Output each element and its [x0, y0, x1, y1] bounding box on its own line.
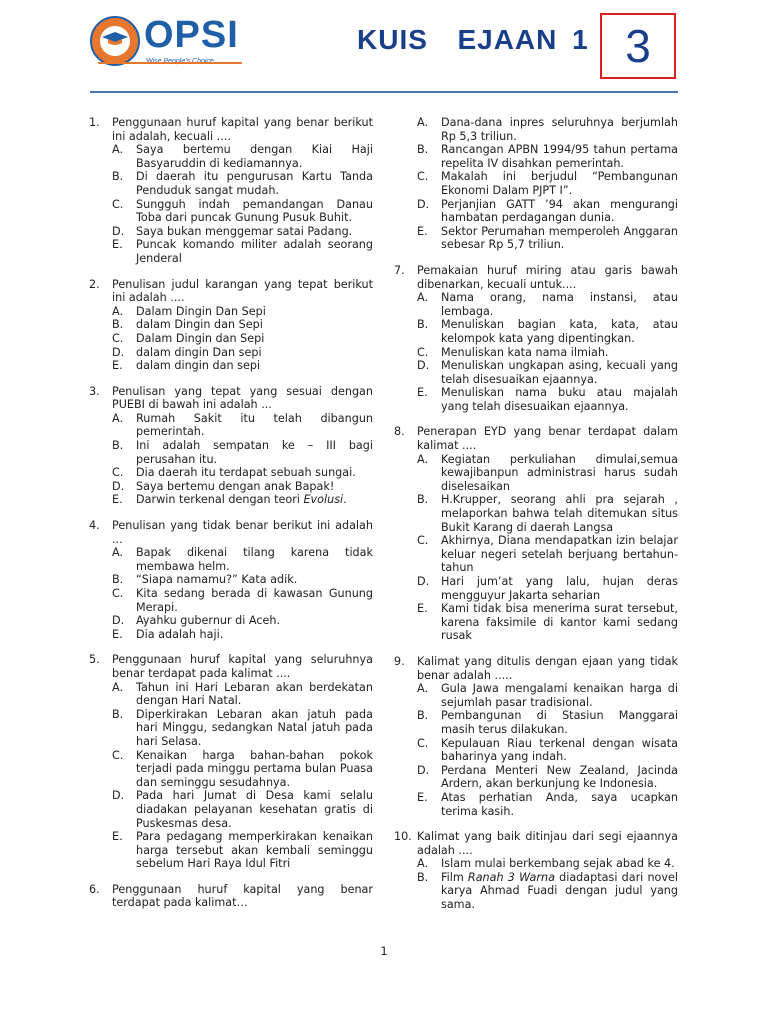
option-letter: C. [417, 534, 429, 548]
answer-option [417, 291, 678, 318]
graduation-cap-icon [102, 32, 128, 46]
option-text [441, 346, 678, 360]
question-8-options [417, 453, 678, 643]
option-text [136, 587, 373, 614]
option-letter: B. [417, 870, 429, 884]
option-letter: B. [112, 318, 124, 332]
option-text [441, 534, 678, 575]
option-text-main: Dia adalah haji. [136, 627, 224, 641]
option-text [136, 225, 373, 239]
option-letter: E. [417, 790, 428, 804]
option-text-main: Gula Jawa mengalami kenaikan harga di sejumlah pasar tradisional. [441, 682, 678, 709]
question-body [417, 830, 678, 912]
option-text [441, 709, 678, 736]
option-text [441, 318, 678, 345]
question-body [112, 519, 373, 641]
question-body [112, 278, 373, 373]
page-header [0, 0, 768, 100]
answer-option [417, 857, 678, 871]
answer-option [417, 575, 678, 602]
option-text-main: Para pedagang memperkirakan kenaikan harga tersebut akan kembali seminggu sebelum Hari Raya Idul Fitri [136, 830, 373, 871]
logo-underline [98, 62, 242, 64]
option-text-after: diadaptasi dari novel karya Ahmad Fuadi dengan judul yang sama. [441, 870, 679, 912]
option-text-main: Rumah Sakit itu telah dibangun pemerintah. [136, 411, 373, 439]
question-4 [89, 519, 373, 641]
option-text-main: Hari jum’at yang lalu, hujan deras mengguyur Jakarta seharian [441, 575, 678, 602]
option-text [441, 359, 678, 386]
option-text-main: dalam Dingin dan Sepi [136, 318, 263, 332]
question-1-options [112, 143, 373, 265]
answer-option [112, 614, 373, 628]
page-number: 1 [380, 944, 388, 958]
option-letter: D. [112, 479, 125, 493]
option-text-main: Dia daerah itu terdapat sebuah sungai. [136, 466, 356, 480]
answer-option [112, 628, 373, 642]
option-letter: A. [112, 411, 124, 425]
option-text-main: Kegiatan perkuliahan dimulai,semua kewajibanpun administrasi harus sudah diselesaikan [441, 452, 678, 493]
option-text [136, 749, 373, 790]
option-letter: B. [417, 143, 429, 157]
option-text-main: Makalah ini berjudul “Pembangunan Ekonomi Dalam PJPT I”. [441, 170, 678, 197]
option-text [136, 789, 373, 830]
option-text-main: Saya bertemu dengan Kiai Haji Basyaruddin di kediamannya. [136, 143, 373, 170]
option-text [136, 830, 373, 871]
option-text-italic: Ranah 3 Warna [467, 870, 555, 884]
option-text-main: Sektor Perumahan memperoleh Anggaran sebesar Rp 5,7 triliun. [441, 224, 678, 252]
question-6-options [417, 116, 678, 252]
question-number: 4. [89, 519, 100, 533]
answer-option [112, 198, 373, 225]
option-letter: C. [112, 748, 124, 762]
option-text [441, 453, 678, 494]
answer-option [417, 493, 678, 534]
option-text-main: Kenaikan harga bahan-bahan pokok terjadi pada minggu pertama bulan Puasa dan seminggu sesudahnya. [136, 748, 373, 789]
option-letter: E. [417, 602, 428, 616]
answer-option [112, 332, 373, 346]
option-letter: D. [112, 224, 125, 238]
option-text [136, 170, 373, 197]
question-text: Penggunaan huruf kapital yang benar berikut ini adalah, kecuali .... [112, 116, 373, 143]
option-text-main: Islam mulai berkembang sejak abad ke 4. [441, 857, 675, 871]
answer-option [417, 359, 678, 386]
option-text [136, 346, 373, 360]
option-text-main: Dalam Dingin Dan Sepi [136, 304, 266, 318]
option-text [441, 682, 678, 709]
option-letter: A. [417, 682, 429, 696]
option-text [136, 614, 373, 628]
option-text-main: H.Krupper, seorang ahli pra sejarah , melaporkan bahwa telah ditemukan situs Bukit Karang di daerah Langsa [441, 493, 678, 534]
option-text-main: dalam dingin dan sepi [136, 359, 261, 373]
option-text-main: Pada hari Jumat di Desa kami selalu diadakan pelayanan kesehatan gratis di Puskesmas desa. [136, 789, 373, 830]
option-text [136, 628, 373, 642]
question-body [112, 653, 373, 871]
right-column [394, 116, 678, 924]
question-text: Penerapan EYD yang benar terdapat dalam kalimat .... [417, 425, 678, 453]
question-7-options [417, 291, 678, 413]
question-8 [394, 425, 678, 643]
option-text-main: Rancangan APBN 1994/95 tahun pertama repelita IV disahkan pemerintah. [441, 143, 678, 170]
option-text [441, 791, 678, 818]
option-text [441, 116, 678, 143]
question-body [112, 883, 373, 910]
option-text-main: Pembangunan di Stasiun Manggarai masih terus dilakukan. [441, 709, 678, 736]
option-text-main: Tahun ini Hari Lebaran akan berdekatan dengan Hari Natal. [136, 680, 373, 708]
option-text-main: Darwin terkenal dengan teori [136, 493, 304, 507]
option-text-main: Kita sedang berada di kawasan Gunung Merapi. [136, 587, 373, 614]
quiz-number-box: 3 [600, 13, 676, 79]
option-text [441, 871, 678, 912]
option-text-main: Menuliskan ungkapan asing, kecuali yang telah disesuaikan ejaannya. [441, 359, 678, 386]
option-letter: C. [417, 170, 429, 184]
option-letter: E. [417, 224, 428, 238]
option-letter: B. [112, 707, 124, 721]
answer-option [112, 681, 373, 708]
option-letter: C. [112, 587, 124, 600]
question-text: Pemakaian huruf miring atau garis bawah dibenarkan, kecuali untuk.... [417, 263, 678, 291]
option-text [441, 764, 678, 791]
option-text [136, 493, 373, 507]
option-text-main: Perdana Menteri New Zealand, Jacinda Ardern, akan berkunjung ke Indonesia. [441, 763, 678, 791]
question-2-options [112, 305, 373, 373]
question-number: 7. [394, 263, 405, 277]
answer-option [417, 737, 678, 764]
answer-option [112, 789, 373, 830]
option-text-main: Sungguh indah pemandangan Danau Toba dari puncak Gunung Pusuk Buhit. [136, 197, 373, 225]
answer-option [112, 225, 373, 239]
answer-option [112, 480, 373, 494]
question-number: 1. [89, 116, 100, 129]
option-text [136, 332, 373, 346]
option-text [441, 225, 678, 252]
option-text-main: Atas perhatian Anda, saya ucapkan terima kasih. [441, 790, 678, 818]
option-text-main: Ini adalah sempatan ke – III bagi perusahan itu. [136, 439, 373, 466]
option-text [136, 359, 373, 373]
option-letter: C. [112, 466, 124, 480]
answer-option [112, 587, 373, 614]
answer-option [417, 871, 678, 912]
option-letter: A. [112, 304, 124, 318]
answer-option [112, 493, 373, 507]
question-text: Penggunaan huruf kapital yang benar terdapat pada kalimat… [112, 882, 373, 910]
answer-option [417, 116, 678, 143]
option-text [136, 412, 373, 439]
option-text [136, 238, 373, 265]
option-letter: D. [417, 575, 430, 588]
answer-option [112, 346, 373, 360]
option-letter: D. [417, 359, 430, 373]
option-letter: E. [112, 238, 123, 252]
option-text [441, 493, 678, 534]
answer-option [417, 764, 678, 791]
option-letter: D. [417, 763, 430, 777]
option-text [136, 439, 373, 466]
answer-option [112, 305, 373, 319]
question-4-options [112, 546, 373, 641]
option-letter: B. [112, 573, 124, 587]
answer-option [417, 318, 678, 345]
question-6 [89, 883, 373, 910]
question-number: 2. [89, 277, 100, 291]
option-letter: A. [417, 857, 429, 871]
question-1 [89, 116, 373, 266]
option-text [441, 602, 678, 643]
option-text-main: Diperkirakan Lebaran akan jatuh pada hari Minggu, sedangkan Natal jatuh pada hari Selasa. [136, 707, 373, 748]
answer-option [112, 318, 373, 332]
option-letter: A. [417, 291, 429, 305]
question-number: 3. [89, 384, 100, 398]
question-2 [89, 278, 373, 373]
option-text [136, 198, 373, 225]
answer-option [417, 346, 678, 360]
answer-option [112, 749, 373, 790]
option-text [441, 857, 678, 871]
option-text [136, 466, 373, 480]
quiz-title: KUIS EJAAN 1 [357, 24, 589, 55]
left-column [89, 116, 373, 922]
option-text [136, 318, 373, 332]
option-text-main: Dana-dana inpres seluruhnya berjumlah Rp 5,3 triliun. [441, 116, 678, 143]
option-letter: E. [112, 830, 123, 844]
option-letter: D. [417, 197, 430, 211]
option-text [136, 708, 373, 749]
option-letter: B. [417, 709, 429, 723]
answer-option [112, 546, 373, 573]
option-text-after: . [343, 493, 347, 507]
answer-option [112, 439, 373, 466]
option-letter: D. [112, 789, 125, 803]
option-text-main: Kami tidak bisa menerima surat tersebut, karena faksimile di kantor kami sedang rusak [441, 602, 678, 643]
option-text-main: Menuliskan nama buku atau majalah yang telah disesuaikan ejaannya. [441, 386, 678, 413]
question-9-options [417, 682, 678, 818]
option-text-main: Saya bukan menggemar satai Padang. [136, 224, 353, 238]
answer-option [112, 708, 373, 749]
question-body [112, 385, 373, 507]
brand-name: OPSI [144, 14, 239, 56]
option-letter: E. [112, 359, 123, 373]
option-letter: B. [417, 318, 429, 332]
question-10 [394, 830, 678, 912]
answer-option [417, 791, 678, 818]
option-letter: E. [112, 627, 123, 641]
option-letter: A. [112, 546, 124, 560]
option-text-main: Ayahku gubernur di Aceh. [136, 614, 281, 628]
option-text [441, 575, 678, 602]
option-letter: C. [112, 197, 124, 211]
question-10-options [417, 857, 678, 911]
question-body [417, 655, 678, 818]
option-text [136, 305, 373, 319]
answer-option [417, 602, 678, 643]
option-letter: C. [417, 736, 429, 750]
question-text: Penulisan yang tidak benar berikut ini adalah ... [112, 519, 373, 546]
question-5 [89, 653, 373, 871]
question-text: Penulisan yang tepat yang sesuai dengan PUEBI di bawah ini adalah ... [112, 384, 373, 412]
option-letter: A. [417, 116, 429, 129]
option-letter: D. [112, 345, 125, 359]
answer-option [112, 830, 373, 871]
question-number: 5. [89, 653, 100, 667]
answer-option [417, 143, 678, 170]
option-text [441, 170, 678, 197]
option-text-main: Puncak komando militer adalah seorang Jenderal [136, 238, 373, 265]
answer-option [112, 412, 373, 439]
question-5-options [112, 681, 373, 871]
option-text-main: Perjanjian GATT ’94 akan mengurangi hambatan perdagangan dunia. [441, 197, 678, 225]
question-body [417, 425, 678, 643]
option-text [441, 143, 678, 170]
option-text-main: Film [441, 870, 468, 884]
question-text: Kalimat yang ditulis dengan ejaan yang tidak benar adalah ..... [417, 654, 678, 682]
option-text-main: Dalam Dingin dan Sepi [136, 331, 265, 345]
answer-option [417, 170, 678, 197]
question-number: 9. [394, 654, 405, 668]
question-9 [394, 655, 678, 818]
question-number: 6. [89, 882, 100, 896]
option-text [441, 737, 678, 764]
answer-option [417, 225, 678, 252]
option-letter: B. [417, 493, 429, 507]
option-text-main: Menuliskan bagian kata, kata, atau kelompok kata yang dipentingkan. [441, 318, 678, 345]
header-divider [90, 91, 678, 93]
question-text: Penulisan judul karangan yang tepat berikut ini adalah .... [112, 277, 373, 305]
option-letter: E. [417, 386, 428, 400]
option-text-main: Di daerah itu pengurusan Kartu Tanda Penduduk sangat mudah. [136, 170, 373, 197]
option-text-main: Akhirnya, Diana mendapatkan izin belajar keluar negeri setelah berjuang bertahun-tahun [441, 534, 678, 575]
answer-option [112, 143, 373, 170]
option-text-italic: Evolusi [303, 493, 344, 507]
option-letter: B. [112, 170, 124, 184]
option-text-main: Kepulauan Riau terkenal dengan wisata baharinya yang indah. [441, 736, 678, 764]
answer-option [417, 453, 678, 494]
option-text [441, 198, 678, 225]
option-text-main: Menuliskan kata nama ilmiah. [441, 345, 609, 359]
answer-option [417, 198, 678, 225]
option-text-main: “Siapa namamu?” Kata adik. [136, 573, 298, 587]
question-3-options [112, 412, 373, 507]
question-3 [89, 385, 373, 507]
question-7 [394, 264, 678, 414]
option-text [136, 573, 373, 587]
question-number: 8. [394, 425, 405, 439]
option-text [441, 386, 678, 413]
answer-option [417, 534, 678, 575]
option-letter: B. [112, 439, 124, 453]
option-text [136, 546, 373, 573]
option-letter: C. [417, 345, 429, 359]
option-text-main: Bapak dikenai tilang karena tidak membawa helm. [136, 546, 373, 573]
option-text [136, 681, 373, 708]
answer-option [417, 709, 678, 736]
option-text-main: dalam dingin Dan sepi [136, 345, 262, 359]
option-letter: C. [112, 331, 124, 345]
answer-option [112, 170, 373, 197]
question-text: Kalimat yang baik ditinjau dari segi ejaannya adalah .... [417, 830, 678, 857]
answer-option [112, 573, 373, 587]
question-text: Penggunaan huruf kapital yang seluruhnya benar terdapat pada kalimat .... [112, 653, 373, 680]
option-letter: E. [112, 493, 123, 507]
option-letter: A. [112, 680, 124, 694]
option-text [136, 143, 373, 170]
question-6-options-continued [394, 116, 678, 252]
option-letter: D. [112, 614, 125, 628]
option-text-main: Nama orang, nama instansi, atau lembaga. [441, 291, 678, 318]
answer-option [112, 238, 373, 265]
option-text-main: Saya bertemu dengan anak Bapak! [136, 479, 335, 493]
question-number: 10. [394, 830, 412, 844]
question-body [417, 264, 678, 414]
answer-option [417, 386, 678, 413]
option-text [136, 480, 373, 494]
option-letter: A. [112, 143, 124, 157]
answer-option [417, 682, 678, 709]
question-body [112, 116, 373, 266]
option-text [441, 291, 678, 318]
option-letter: A. [417, 452, 429, 466]
answer-option [112, 466, 373, 480]
answer-option [112, 359, 373, 373]
